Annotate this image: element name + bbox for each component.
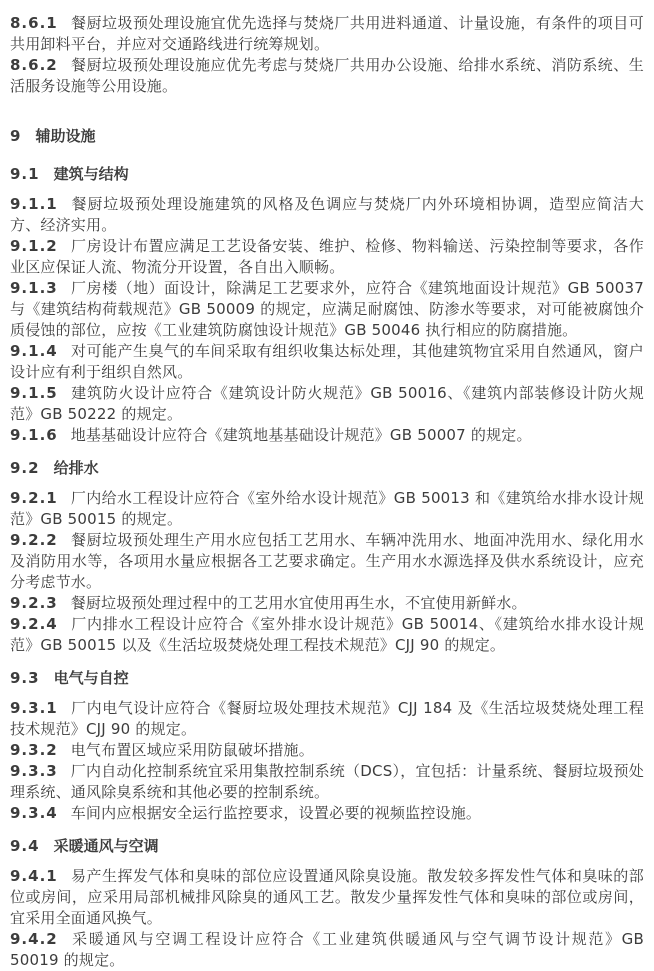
clause-paragraph — [10, 194, 644, 236]
clause-text: 厂内电气设计应符合《餐厨垃圾处理技术规范》CJJ 184 及《生活垃圾焚烧处理工程技术规范》CJJ 90 的规定。 — [10, 699, 644, 738]
clause-paragraph — [10, 593, 644, 614]
clause-text: 餐厨垃圾预处理生产用水应包括工艺用水、车辆冲洗用水、地面冲洗用水、绿化用水及消防用水等，各项用水量应根据各工艺要求确定。生产用水水源选择及供水系统设计，应充分考虑节水。 — [10, 531, 644, 591]
section-heading — [10, 668, 644, 689]
clause-paragraph — [10, 55, 644, 97]
clause-paragraph — [10, 530, 644, 593]
heading-title: 辅助设施 — [35, 127, 96, 145]
clause-number: 9.3.1 — [10, 699, 58, 717]
clause-text: 厂内自动化控制系统宜采用集散控制系统（DCS），宜包括：计量系统、餐厨垃圾预处理系统、通风除臭系统和其他必要的控制系统。 — [10, 762, 644, 801]
section-heading — [10, 458, 644, 479]
clause-text: 厂内排水工程设计应符合《室外排水设计规范》GB 50014、《建筑给水排水设计规范》GB 50015 以及《生活垃圾焚烧处理工程技术规范》CJJ 90 的规定。 — [10, 615, 644, 654]
clause-text: 厂内给水工程设计应符合《室外给水设计规范》GB 50013 和《建筑给水排水设计规范》GB 50015 的规定。 — [10, 489, 644, 528]
clause-paragraph — [10, 341, 644, 383]
heading-number: 9.1 — [10, 165, 40, 183]
clause-paragraph — [10, 488, 644, 530]
clause-paragraph — [10, 13, 644, 55]
clause-number: 9.2.3 — [10, 594, 58, 612]
clause-paragraph — [10, 425, 644, 446]
heading-number: 9 — [10, 127, 22, 145]
clause-text: 易产生挥发气体和臭味的部位应设置通风除臭设施。散发较多挥发性气体和臭味的部位或房间，应采用局部机械排风除臭的通风工艺。散发少量挥发性气体和臭味的部位或房间，宜采用全面通风换气。 — [10, 867, 644, 927]
clause-number: 9.4.2 — [10, 930, 58, 948]
clause-number: 9.1.2 — [10, 237, 58, 255]
clause-paragraph — [10, 698, 644, 740]
clause-text: 车间内应根据安全运行监控要求，设置必要的视频监控设施。 — [70, 804, 482, 822]
clause-text: 建筑防火设计应符合《建筑设计防火规范》GB 50016、《建筑内部装修设计防火规范》GB 50222 的规定。 — [10, 384, 644, 423]
clause-text: 厂房设计布置应满足工艺设备安装、维护、检修、物料输送、污染控制等要求，各作业区应保证人流、物流分开设置，各自出入顺畅。 — [10, 237, 644, 276]
clause-paragraph — [10, 614, 644, 656]
clause-paragraph — [10, 803, 644, 824]
clause-number: 9.1.3 — [10, 279, 58, 297]
clause-number: 9.1.1 — [10, 195, 58, 213]
clause-paragraph — [10, 278, 644, 341]
clause-paragraph — [10, 929, 644, 971]
clause-number: 8.6.2 — [10, 56, 58, 74]
clause-text: 餐厨垃圾预处理设施应优先考虑与焚烧厂共用办公设施、给排水系统、消防系统、生活服务设施等公用设施。 — [10, 56, 644, 95]
clause-text: 餐厨垃圾预处理设施宜优先选择与焚烧厂共用进料通道、计量设施，有条件的项目可共用卸料平台，并应对交通路线进行统筹规划。 — [10, 14, 644, 53]
heading-number: 9.3 — [10, 669, 40, 687]
clause-number: 9.2.1 — [10, 489, 58, 507]
clause-text: 电气布置区域应采用防鼠破坏措施。 — [70, 741, 314, 759]
clause-number: 9.2.2 — [10, 531, 58, 549]
clause-text: 厂房楼（地）面设计，除满足工艺要求外，应符合《建筑地面设计规范》GB 50037 与《建筑结构荷载规范》GB 50009 的规定，应满足耐腐蚀、防渗水等要求，对可能被腐蚀介质侵蚀的部位，应按《工业建筑防腐蚀设计规范》GB 50046 执行相应的防腐措施。 — [10, 279, 644, 339]
section-heading — [10, 164, 644, 185]
clause-text: 餐厨垃圾预处理设施建筑的风格及色调应与焚烧厂内外环境相协调，造型应简洁大方、经济实用。 — [10, 195, 644, 234]
clause-text: 地基基础设计应符合《建筑地基基础设计规范》GB 50007 的规定。 — [70, 426, 532, 444]
heading-title: 给排水 — [53, 459, 99, 477]
section-heading — [10, 836, 644, 857]
clause-number: 9.1.6 — [10, 426, 58, 444]
chapter-heading — [10, 126, 644, 147]
clause-number: 9.3.2 — [10, 741, 58, 759]
clause-text: 餐厨垃圾预处理过程中的工艺用水宜使用再生水，不宜使用新鲜水。 — [70, 594, 527, 612]
clause-paragraph — [10, 866, 644, 929]
clause-number: 9.2.4 — [10, 615, 58, 633]
clause-paragraph — [10, 761, 644, 803]
heading-number: 9.4 — [10, 837, 40, 855]
clause-number: 9.4.1 — [10, 867, 58, 885]
clause-text: 对可能产生臭气的车间采取有组织收集达标处理，其他建筑物宜采用自然通风，窗户设计应有利于组织自然风。 — [10, 342, 644, 381]
clause-number: 9.1.4 — [10, 342, 58, 360]
clause-paragraph — [10, 236, 644, 278]
heading-number: 9.2 — [10, 459, 40, 477]
clause-paragraph — [10, 383, 644, 425]
clause-paragraph — [10, 740, 644, 761]
clause-number: 9.3.4 — [10, 804, 58, 822]
heading-title: 采暖通风与空调 — [53, 837, 159, 855]
heading-title: 建筑与结构 — [53, 165, 129, 183]
document-body — [10, 13, 644, 971]
heading-title: 电气与自控 — [53, 669, 129, 687]
clause-number: 8.6.1 — [10, 14, 58, 32]
clause-number: 9.1.5 — [10, 384, 58, 402]
clause-number: 9.3.3 — [10, 762, 58, 780]
clause-text: 采暖通风与空调工程设计应符合《工业建筑供暖通风与空气调节设计规范》GB 50019 的规定。 — [10, 930, 644, 969]
